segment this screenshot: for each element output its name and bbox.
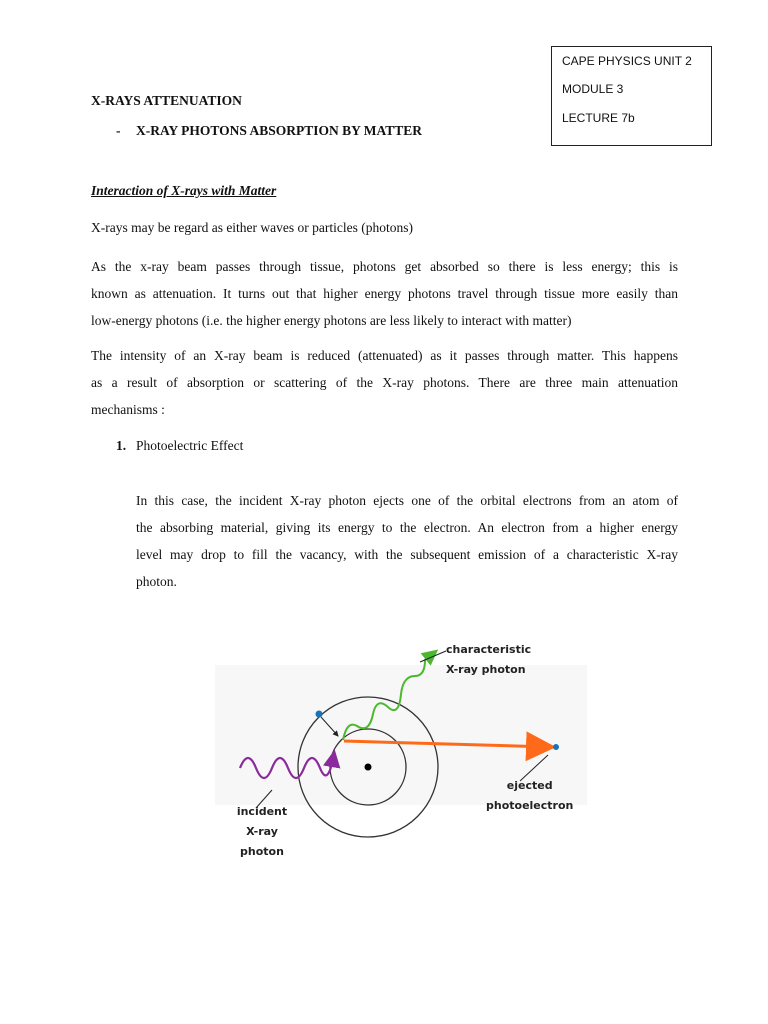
outer-electron	[316, 711, 323, 718]
list-item-number: 1.	[116, 438, 127, 453]
label-line: photon	[240, 845, 284, 858]
paragraph-line: as a result of absorption or scattering of the X-ray photons. There are three main attenuation	[91, 375, 678, 390]
label-line: photoelectron	[486, 799, 574, 812]
paragraph-line: low-energy photons (i.e. the higher energy photons are less likely to interact with matter)	[91, 313, 572, 328]
module-label: MODULE 3	[562, 82, 624, 96]
ejected-electron	[553, 744, 559, 750]
label-line: incident	[236, 805, 288, 818]
paragraph-line: In this case, the incident X-ray photon ejects one of the orbital electrons from an atom of	[136, 493, 678, 508]
paragraph-line: As the x-ray beam passes through tissue, photons get absorbed so there is less energy; this is	[91, 259, 678, 274]
nucleus	[365, 764, 372, 771]
label-line: X-ray	[246, 825, 278, 838]
label-ejected	[486, 776, 573, 816]
course-label: CAPE PHYSICS UNIT 2	[562, 54, 692, 68]
label-line: ejected	[506, 779, 553, 792]
label-characteristic	[446, 640, 531, 680]
label-incident	[236, 802, 288, 862]
paragraph-line: known as attenuation. It turns out that higher energy photons travel through tissue more easily than	[91, 286, 678, 301]
list-item-label: Photoelectric Effect	[136, 438, 244, 453]
paragraph-line: the absorbing material, giving its energy to the electron. An electron from a higher energy	[136, 520, 678, 535]
paragraph-waves-particles: X-rays may be regard as either waves or particles (photons)	[91, 220, 414, 235]
label-line: characteristic	[446, 643, 532, 656]
label-line: X-ray photon	[446, 663, 526, 676]
paragraph-line: level may drop to fill the vacancy, with the subsequent emission of a characteristic X-ray	[136, 547, 678, 562]
paragraph-line: The intensity of an X-ray beam is reduced (attenuated) as it passes through matter. This happens	[91, 348, 678, 363]
lecture-label: LECTURE 7b	[562, 111, 635, 125]
paragraph-line: photon.	[136, 574, 177, 589]
subtitle-dash: -	[116, 123, 121, 138]
paragraph-line: mechanisms :	[91, 402, 165, 417]
page-subtitle: X-RAY PHOTONS ABSORPTION BY MATTER	[136, 123, 423, 138]
section-heading: Interaction of X-rays with Matter	[91, 183, 277, 198]
page-title: X-RAYS ATTENUATION	[91, 93, 242, 108]
